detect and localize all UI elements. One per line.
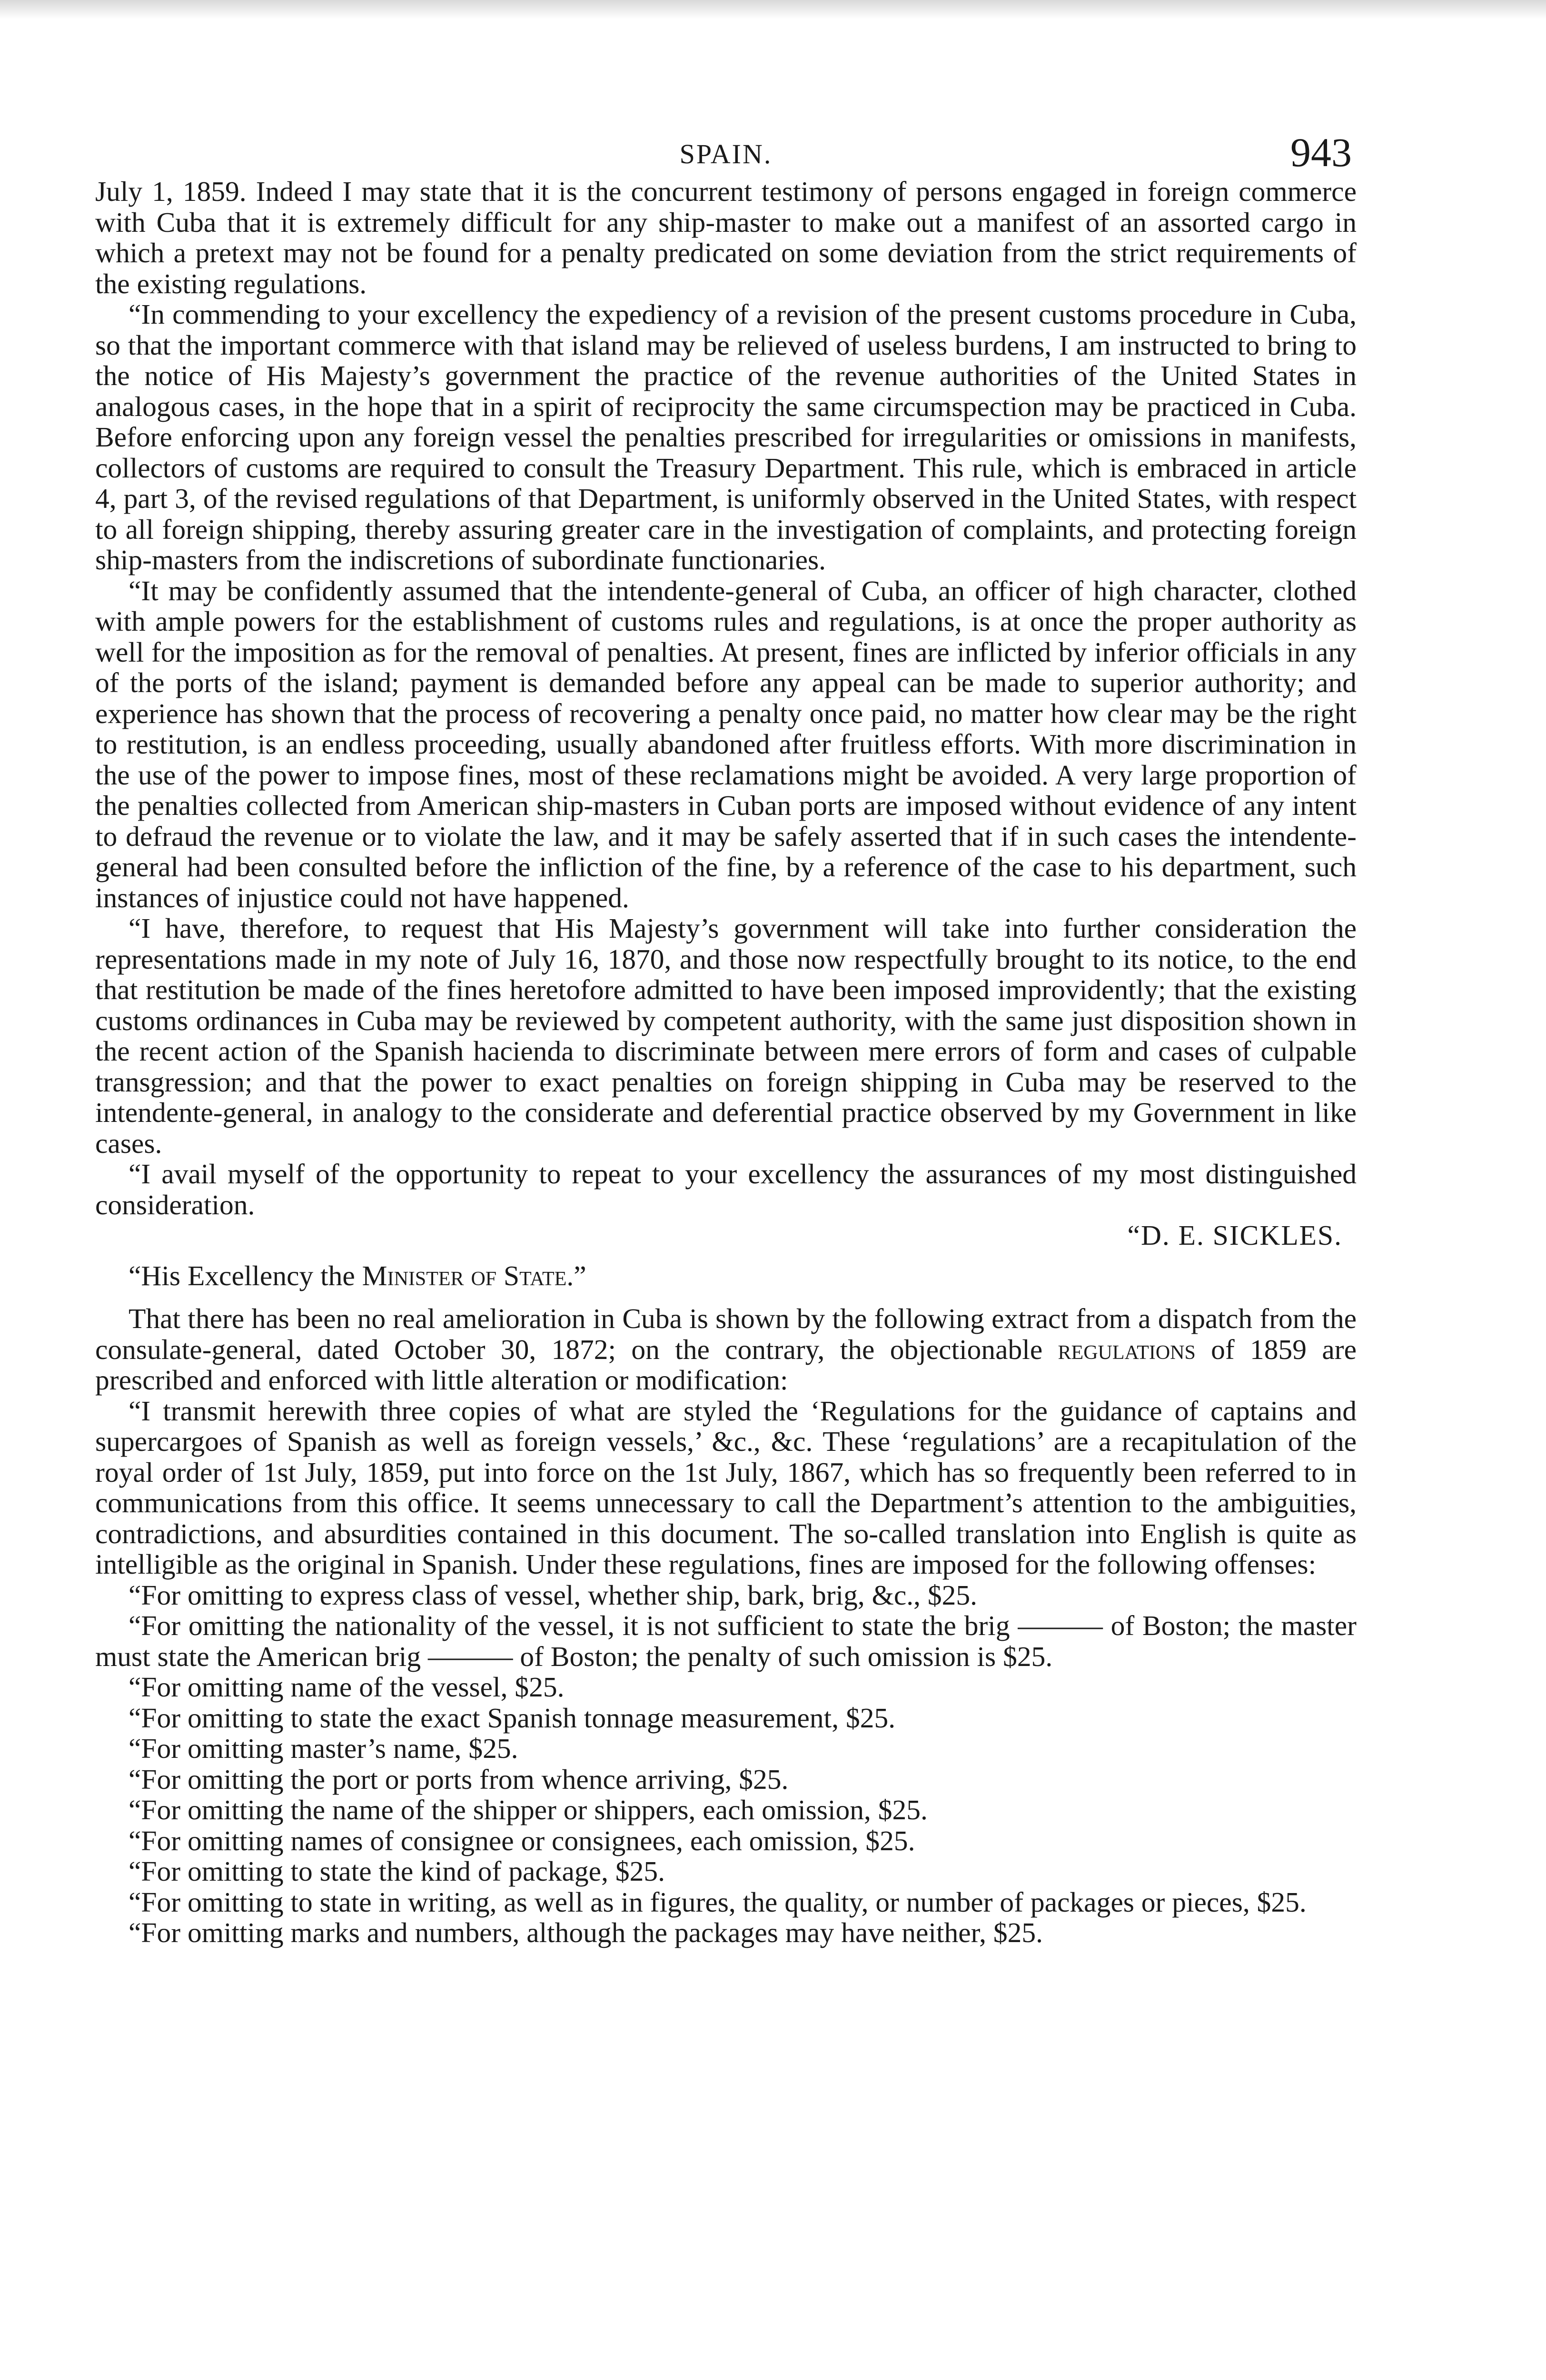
list-item: “For omitting marks and numbers, although the packages may have neither, $25. [129,1917,1043,1948]
list-item: “For omitting master’s name, $25. [129,1733,518,1764]
page-number: 943 [1290,129,1352,175]
list-item: “For omitting the name of the shipper or shippers, each omission, $25. [129,1794,928,1825]
signature: “D. E. SICKLES. [1127,1220,1342,1251]
address-suffix: .” [566,1259,586,1291]
regulations-term: regulations [1058,1333,1196,1365]
document-page [95,109,1357,1948]
list-item: “For omitting to state in writing, as well as in figures, the quality, or number of packages or pieces, $25. [129,1886,1307,1918]
paragraph-amelioration [95,1303,1357,1396]
paragraph-commending: “In commending to your excellency the expediency of a revision of the present customs procedure in Cuba, so that the important commerce with that island may be relieved of useless burdens, I am instructed to bring to the notice of His Majesty’s government the practice of the revenue authorities of the United States in analogous cases, in the hope that in a spirit of reciprocity the same circumspection may be practiced in Cuba. Before enforcing upon any foreign vessel the penalties prescribed for irregularities or omissions in manifests, collectors of customs are required to consult the Treasury Department. This rule, which is embraced in article 4, part 3, of the revised regulations of that Department, is uniformly observed in the United States, with respect to all foreign shipping, thereby assuring greater care in the investigation of complaints, and protecting foreign ship-masters from the indiscretions of subordinate functionaries. [95,298,1357,575]
list-item: “For omitting the port or ports from whence arriving, $25. [129,1763,789,1795]
address-prefix: “His Excellency the [129,1259,362,1291]
paragraph-request: “I have, therefore, to request that His Majesty’s government will take into further consideration the representations made in my note of July 16, 1870, and those now respectfully brought to its notice, to the end that restitution be made of the fines heretofore admitted to have been imposed improvidently; that the existing customs ordinances in Cuba may be reviewed by competent authority, with the same just disposition shown in the recent action of the Spanish hacienda to discriminate between mere errors of form and cases of culpable transgression; and that the power to exact penalties on foreign shipping in Cuba may be reserved to the intendente-general, in analogy to the considerate and deferential practice observed by my Government in like cases. [95,912,1357,1159]
paragraph-transmit: “I transmit herewith three copies of what are styled the ‘Regulations for the guidance of captains and supercargoes of Spanish as well as foreign vessels,’ &c., &c. These ‘regulations’ are a recapitulation of the royal order of 1st July, 1859, put into force on the 1st July, 1867, which has so frequently been referred to in communications from this office. It seems unnecessary to call the Department’s attention to the ambiguities, contradictions, and absurdities contained in this document. The so-called translation into English is quite as intelligible as the original in Spanish. Under these regulations, fines are imposed for the following offenses: [95,1395,1357,1580]
list-item: “For omitting name of the vessel, $25. [129,1671,565,1703]
running-head [95,109,1357,176]
amelioration-text-before: That there has been no real amelioration in Cuba is shown by the following extract from a dispatch from the consulate-general, dated October 30, 1872; on the contrary, the objectionable [95,1303,1357,1365]
list-item: “For omitting to express class of vessel, whether ship, bark, brig, &c., $25. [129,1579,978,1611]
paragraph-closing: “I avail myself of the opportunity to repeat to your excellency the assurances of my most distinguished consideration. [95,1158,1357,1220]
list-item: “For omitting to state the kind of package, $25. [129,1855,665,1887]
list-item: “For omitting the nationality of the vessel, it is not sufficient to state the brig ——— of Boston; the master must state the American brig ——— of Boston; the penalty of such omission is $25. [95,1610,1357,1672]
list-item: “For omitting to state the exact Spanish tonnage measurement, $25. [129,1702,896,1734]
scan-edge [0,0,1546,19]
paragraph-continuation: July 1, 1859. Indeed I may state that it is the concurrent testimony of persons engaged in foreign commerce with Cuba that it is extremely difficult for any ship-master to make out a manifest of an assorted cargo in which a pretext may not be found for a penalty predicated on some deviation from the strict requirements of the existing regulations. [95,176,1357,299]
list-item: “For omitting names of consignee or consignees, each omission, $25. [129,1825,915,1856]
running-title: SPAIN. [679,139,773,169]
paragraph-intendente: “It may be confidently assumed that the intendente-general of Cuba, an officer of high character, clothed with ample powers for the establishment of customs rules and regulations, is at once the proper authority as well for the imposition as for the removal of penalties. At present, fines are inflicted by inferior officials in any of the ports of the island; payment is demanded before any appeal can be made to superior authority; and experience has shown that the process of recovering a penalty once paid, no matter how clear may be the right to restitution, is an endless proceeding, usually abandoned after fruitless efforts. With more discrimination in the use of the power to impose fines, most of these reclamations might be avoided. A very large proportion of the penalties collected from American ship-masters in Cuban ports are imposed without evidence of any intent to defraud the revenue or to violate the law, and it may be safely asserted that if in such cases the intendente-general had been consulted before the infliction of the fine, by a reference of the case to his department, such instances of injustice could not have happened. [95,575,1357,913]
address-title: Minister of State [362,1259,567,1291]
amelioration-text-after: of 1859 are prescribed and enforced with little alteration or modification: [95,1333,1357,1396]
offense-list [95,1580,1357,1948]
address-line [95,1260,1357,1291]
